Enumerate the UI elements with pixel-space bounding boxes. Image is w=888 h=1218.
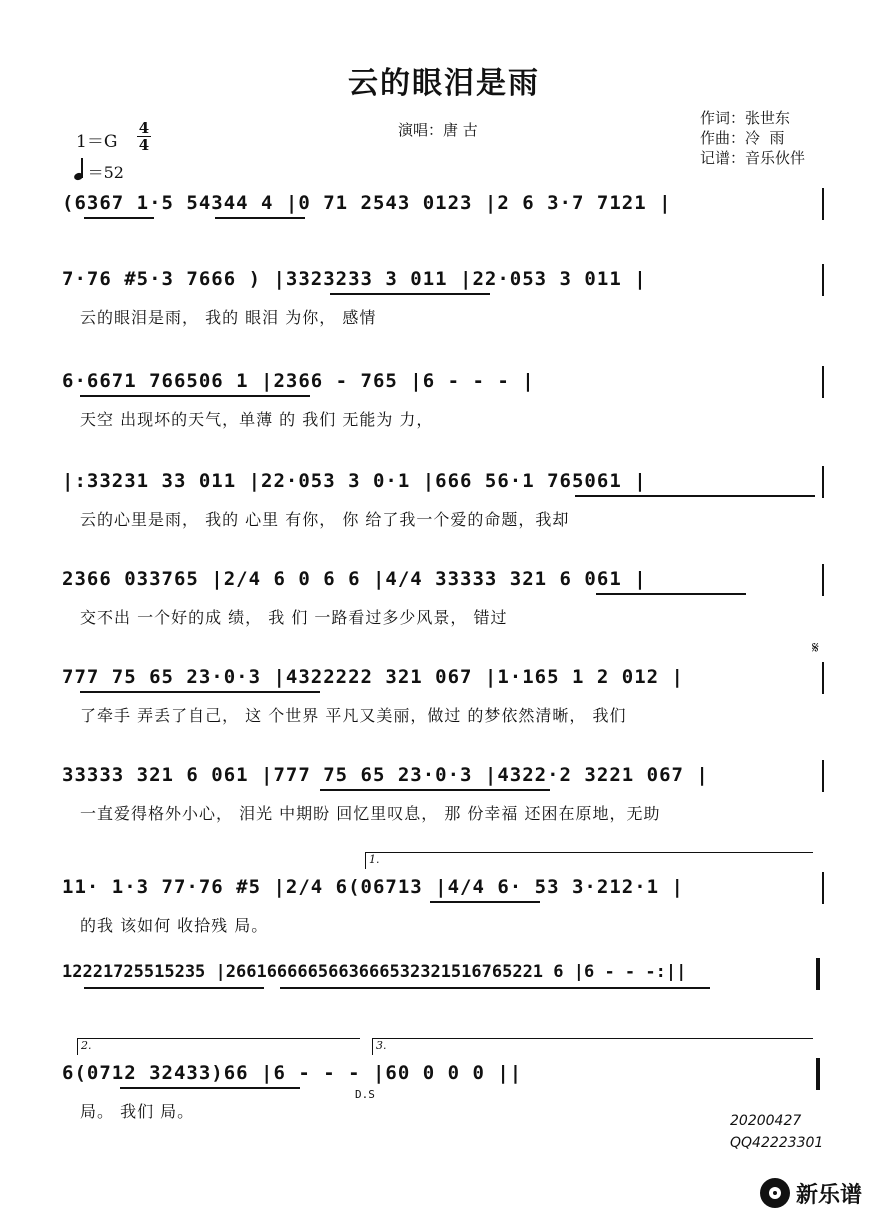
volta-bracket-1: 1.: [365, 852, 813, 869]
qq-text: QQ42223301: [730, 1135, 824, 1151]
notation-row-10: 6(0712 32433)66 |6 - - - |60 0 0 0 ||: [62, 1062, 523, 1084]
ds-mark: D.S: [355, 1088, 375, 1101]
notation-row-9: 12221725515235 |2661666665663666532321516765221 6 |6 - - -:||: [62, 962, 687, 982]
quarter-note-icon: [73, 172, 84, 182]
logo-text: 新乐谱: [796, 1182, 863, 1208]
notation-row-2: 7·76 #5·3 7666 ) |3323233 3 011 |22·053 3 011 |: [62, 268, 647, 290]
meter-top: 4: [138, 119, 150, 137]
notation-row-5: 2366 033765 |2/4 6 0 6 6 |4/4 33333 321 6 061 |: [62, 568, 647, 590]
credits-block: [700, 108, 805, 168]
volta-bracket-2: 2.: [77, 1038, 360, 1055]
lyrics-row-5: 交不出 一个好的成 绩， 我 们 一路看过多少风景， 错过: [80, 608, 508, 627]
notation-row-6: 777 75 65 23·0·3 |4322222 321 067 |1·165 1 2 012 |: [62, 666, 684, 688]
notation-row-4: |:33231 33 011 |22·053 3 0·1 |666 56·1 765061 |: [62, 470, 647, 492]
notation-row-8: 11· 1·3 77·76 #5 |2/4 6(06713 |4/4 6· 53 3·212·1 |: [62, 876, 684, 898]
tempo-value: ＝52: [87, 163, 124, 182]
repeat-end-barline: [816, 958, 820, 990]
composer-credit: 作曲：冷 雨: [700, 129, 785, 147]
notation-row-3: 6·6671 766506 1 |2366 - 765 |6 - - - |: [62, 370, 535, 392]
date-text: 20200427: [730, 1113, 802, 1129]
singer-credit: 演唱：唐 古: [398, 121, 478, 139]
record-disc-icon: [760, 1178, 790, 1208]
segno-sign: 𝄋: [812, 638, 819, 657]
final-barline: [816, 1058, 820, 1090]
lyrics-row-2: 云的眼泪是雨， 我的 眼泪 为你， 感情: [80, 308, 377, 327]
notation-row-1: (6367 1·5 54344 4 |0 71 2543 0123 |2 6 3·7 7121 |: [62, 192, 672, 214]
notation-row-7: 33333 321 6 061 |777 75 65 23·0·3 |4322·2 3221 067 |: [62, 764, 709, 786]
lyrics-row-4: 云的心里是雨， 我的 心里 有你， 你 给了我一个爱的命题，我却: [80, 510, 570, 529]
lyricist-credit: 作词：张世东: [700, 109, 791, 127]
time-signature: [137, 120, 151, 153]
site-logo: [760, 1176, 862, 1210]
transcriber-credit: 记谱：音乐伙伴: [700, 149, 806, 167]
date-stamp: [730, 1110, 823, 1154]
lyrics-row-6: 了牵手 弄丢了自己， 这 个世界 平凡又美丽，做过 的梦依然清晰， 我们: [80, 706, 627, 725]
volta-bracket-3: 3.: [372, 1038, 813, 1055]
barline: [822, 188, 824, 220]
lyrics-row-8: 的我 该如何 收拾残 局。: [80, 916, 269, 935]
lyrics-row-3: 天空 出现坏的天气，单薄 的 我们 无能为 力，: [80, 410, 434, 429]
song-title: 云的眼泪是雨: [348, 66, 540, 101]
lyrics-row-10: 局。 我们 局。: [80, 1102, 195, 1121]
key-signature: 1＝G: [76, 132, 118, 152]
lyrics-row-7: 一直爱得格外小心， 泪光 中期盼 回忆里叹息， 那 份幸福 还困在原地，无助: [80, 804, 661, 823]
meter-bottom: 4: [138, 136, 150, 154]
tempo-mark: [74, 158, 124, 183]
